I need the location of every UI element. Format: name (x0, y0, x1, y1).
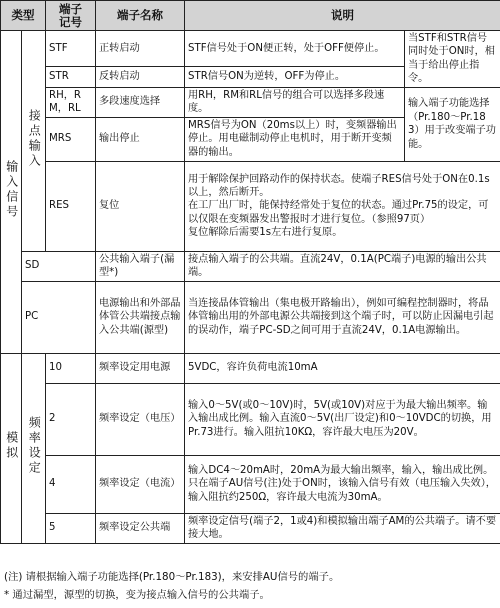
terminal-description: 输入DC4～20mA时，20mA为最大输出频率，输入，输出成比例。只在端子AU信号(注)处于ON时，该输入信号有效（电压输入失效），输入阻抗约250Ω，容许最大电流为30mA。 (185, 455, 500, 513)
terminal-description: MRS信号为ON（20ms以上）时，变频器输出停止。用电磁制动停止电机时，用于断开变频器的输出。 (185, 117, 405, 161)
terminal-name: 频率设定公共端 (96, 513, 185, 543)
terminal-symbol: STR (46, 67, 96, 87)
terminal-description: 当连接晶体管输出（集电极开路输出），例如可编程控制器时，将晶体管输出用的外部电源公共端接到这个端子时，可以防止因漏电引起的误动作，端子PC-SD之间可用于直流24V，0.1A电源输出。 (185, 281, 500, 353)
terminal-description: 5VDC，容许负荷电流10mA (185, 353, 500, 383)
terminal-name: 正转启动 (96, 31, 185, 67)
terminal-name: 反转启动 (96, 67, 185, 87)
terminal-description: 接点输入端子的公共端。直流24V，0.1A(PC端子)电源的输出公共端。 (185, 251, 500, 281)
terminal-name: 电源输出和外部晶体管公共端接点输入公共端(源型) (96, 281, 185, 353)
header-terminal-name: 端子名称 (96, 1, 185, 31)
header-terminal-symbol: 端子 记号 (46, 1, 96, 31)
table-row (1, 87, 500, 117)
table-row (1, 31, 500, 67)
table-row (1, 513, 500, 543)
table-row (1, 281, 500, 353)
table-row (1, 353, 500, 383)
terminal-symbol: SD (22, 251, 96, 281)
terminal-description: STF信号处于ON便正转，处于OFF便停止。 (185, 31, 405, 67)
terminal-name: 多段速度选择 (96, 87, 185, 117)
group-contact-input: 接点输入 (22, 31, 46, 252)
terminal-symbol: STF (46, 31, 96, 67)
terminal-symbol: PC (22, 281, 96, 353)
terminal-name: 频率设定用电源 (96, 353, 185, 383)
terminal-description: 用于解除保护回路动作的保持状态。使端子RES信号处于ON在0.1s以上，然后断开。 在工厂出厂时，能保持经常处于复位的状态。通过Pr.75的设定，可以仅限在变频器发出警报时才进行复位。（参照97页） 复位解除后需要1s左右进行复原。 (185, 161, 500, 251)
table-row (1, 161, 500, 251)
table-header-row (1, 1, 500, 31)
footnotes (4, 568, 496, 604)
terminal-symbol: MRS (46, 117, 96, 161)
terminal-name: 公共输入端子(漏型*) (96, 251, 185, 281)
terminal-symbol: 5 (46, 513, 96, 543)
table-row (1, 455, 500, 513)
terminal-name: 频率设定（电流） (96, 455, 185, 513)
terminal-description: STR信号ON为逆转，OFF为停止。 (185, 67, 405, 87)
terminal-name: 频率设定（电压） (96, 383, 185, 455)
terminal-symbol: 10 (46, 353, 96, 383)
header-type: 类型 (1, 1, 46, 31)
terminal-description: 输入0～5V(或0～10V)时，5V(或10V)对应于为最大输出频率。输入输出成比例。输入直流0～5V(出厂设定)和0～10VDC的切换，用Pr.73进行。输入阻抗10KΩ，容许最大电压为20V。 (185, 383, 500, 455)
merged-note-rh-mrs: 输入端子功能选择（Pr.180～Pr.183）用于改变端子功能。 (405, 87, 500, 161)
terminal-symbol: RH，RM，RL (46, 87, 96, 117)
terminal-name: 输出停止 (96, 117, 185, 161)
group-input-signal: 输入信号 (1, 31, 22, 354)
terminal-symbol: RES (46, 161, 96, 251)
terminal-description: 频率设定信号(端子2，1或4)和模拟输出端子AM的公共端子。请不要接大地。 (185, 513, 500, 543)
terminal-name: 复位 (96, 161, 185, 251)
table-row (1, 383, 500, 455)
footnote-au-signal: (注) 请根据输入端子功能选择(Pr.180～Pr.183)，来安排AU信号的端子。 (4, 571, 340, 583)
terminal-symbol: 2 (46, 383, 96, 455)
group-freq-setting: 频率设定 (22, 353, 46, 543)
terminal-description: 用RH，RM和RL信号的组合可以选择多段速度。 (185, 87, 405, 117)
group-analog: 模拟 (1, 353, 22, 543)
terminal-symbol: 4 (46, 455, 96, 513)
footnote-sink-source: * 通过漏型，源型的切换，变为接点输入信号的公共端子。 (4, 589, 270, 601)
merged-note-stf-str: 当STF和STR信号同时处于ON时，相当于给出停止指令。 (405, 31, 500, 88)
header-description: 说明 (185, 1, 500, 31)
table-row (1, 251, 500, 281)
